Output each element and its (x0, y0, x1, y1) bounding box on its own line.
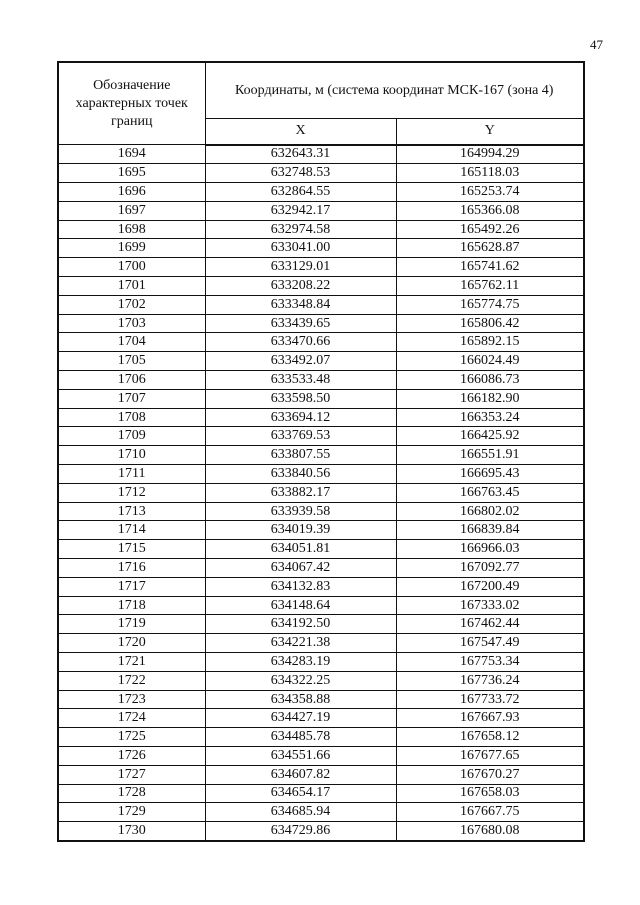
table-row (58, 295, 584, 314)
point-id-cell: 1715 (58, 540, 205, 559)
x-coordinate-cell: 632942.17 (205, 201, 396, 220)
point-id-cell: 1713 (58, 502, 205, 521)
point-id-cell: 1730 (58, 822, 205, 841)
y-coordinate-cell: 165806.42 (396, 314, 584, 333)
page-number: 47 (590, 37, 603, 52)
table-row (58, 822, 584, 841)
table-row (58, 671, 584, 690)
x-coordinate-cell: 632864.55 (205, 183, 396, 202)
y-coordinate-cell: 166695.43 (396, 465, 584, 484)
y-coordinate-cell: 167670.27 (396, 765, 584, 784)
x-coordinate-cell: 633769.53 (205, 427, 396, 446)
point-id-cell: 1701 (58, 277, 205, 296)
y-coordinate-cell: 166024.49 (396, 352, 584, 371)
y-coordinate-cell: 165774.75 (396, 295, 584, 314)
x-coordinate-cell: 633492.07 (205, 352, 396, 371)
point-id-cell: 1718 (58, 596, 205, 615)
point-id-cell: 1714 (58, 521, 205, 540)
table-row (58, 728, 584, 747)
table-row (58, 371, 584, 390)
table-row (58, 258, 584, 277)
table-row (58, 239, 584, 258)
point-id-cell: 1729 (58, 803, 205, 822)
y-coordinate-cell: 164994.29 (396, 145, 584, 164)
y-coordinate-cell: 167547.49 (396, 634, 584, 653)
x-coordinate-cell: 633208.22 (205, 277, 396, 296)
y-coordinate-cell: 166353.24 (396, 408, 584, 427)
table-row (58, 540, 584, 559)
y-coordinate-cell: 167677.65 (396, 747, 584, 766)
x-coordinate-cell: 634019.39 (205, 521, 396, 540)
x-coordinate-cell: 634654.17 (205, 784, 396, 803)
table-row (58, 220, 584, 239)
point-id-cell: 1726 (58, 747, 205, 766)
x-coordinate-cell: 634729.86 (205, 822, 396, 841)
point-id-cell: 1696 (58, 183, 205, 202)
y-coordinate-cell: 165118.03 (396, 164, 584, 183)
table-row (58, 145, 584, 164)
coordinates-table (57, 61, 585, 842)
point-id-cell: 1720 (58, 634, 205, 653)
table-row (58, 389, 584, 408)
x-coordinate-cell: 634132.83 (205, 577, 396, 596)
point-id-cell: 1694 (58, 145, 205, 164)
x-coordinate-cell: 634485.78 (205, 728, 396, 747)
x-coordinate-cell: 634685.94 (205, 803, 396, 822)
x-coordinate-cell: 633807.55 (205, 446, 396, 465)
table-row (58, 314, 584, 333)
y-coordinate-cell: 166551.91 (396, 446, 584, 465)
point-id-cell: 1703 (58, 314, 205, 333)
y-coordinate-cell: 165892.15 (396, 333, 584, 352)
table-row (58, 183, 584, 202)
y-column-header: Y (396, 119, 584, 145)
x-coordinate-cell: 633470.66 (205, 333, 396, 352)
x-coordinate-cell: 633694.12 (205, 408, 396, 427)
x-coordinate-cell: 634427.19 (205, 709, 396, 728)
table-row (58, 709, 584, 728)
x-coordinate-cell: 633598.50 (205, 389, 396, 408)
table-row (58, 483, 584, 502)
y-coordinate-cell: 165628.87 (396, 239, 584, 258)
x-coordinate-cell: 632974.58 (205, 220, 396, 239)
x-coordinate-cell: 632748.53 (205, 164, 396, 183)
y-coordinate-cell: 167733.72 (396, 690, 584, 709)
table-row (58, 427, 584, 446)
table-row (58, 333, 584, 352)
point-id-cell: 1717 (58, 577, 205, 596)
table-body (58, 145, 584, 841)
y-coordinate-cell: 166966.03 (396, 540, 584, 559)
table-row (58, 690, 584, 709)
y-coordinate-cell: 166086.73 (396, 371, 584, 390)
y-coordinate-cell: 165492.26 (396, 220, 584, 239)
table-row (58, 784, 584, 803)
y-coordinate-cell: 166839.84 (396, 521, 584, 540)
point-id-cell: 1722 (58, 671, 205, 690)
x-coordinate-cell: 634051.81 (205, 540, 396, 559)
table-row (58, 446, 584, 465)
x-coordinate-cell: 633533.48 (205, 371, 396, 390)
point-id-cell: 1723 (58, 690, 205, 709)
x-coordinate-cell: 633041.00 (205, 239, 396, 258)
table-row (58, 634, 584, 653)
y-coordinate-cell: 167667.75 (396, 803, 584, 822)
point-id-cell: 1709 (58, 427, 205, 446)
y-coordinate-cell: 167092.77 (396, 559, 584, 578)
coordinates-header: Координаты, м (система координат МСК-167 (зона 4) (205, 62, 584, 119)
y-coordinate-cell: 165762.11 (396, 277, 584, 296)
point-id-cell: 1708 (58, 408, 205, 427)
x-coordinate-cell: 633840.56 (205, 465, 396, 484)
x-coordinate-cell: 633882.17 (205, 483, 396, 502)
x-coordinate-cell: 634358.88 (205, 690, 396, 709)
point-id-cell: 1724 (58, 709, 205, 728)
table-row (58, 502, 584, 521)
table-row (58, 653, 584, 672)
point-id-cell: 1705 (58, 352, 205, 371)
y-coordinate-cell: 165366.08 (396, 201, 584, 220)
x-coordinate-cell: 633129.01 (205, 258, 396, 277)
y-coordinate-cell: 166425.92 (396, 427, 584, 446)
point-id-cell: 1700 (58, 258, 205, 277)
table-row (58, 465, 584, 484)
table-row (58, 164, 584, 183)
table-row (58, 765, 584, 784)
point-id-cell: 1699 (58, 239, 205, 258)
point-id-cell: 1721 (58, 653, 205, 672)
x-coordinate-cell: 633939.58 (205, 502, 396, 521)
table-row (58, 747, 584, 766)
y-coordinate-cell: 167753.34 (396, 653, 584, 672)
table-row (58, 803, 584, 822)
table-row (58, 559, 584, 578)
point-id-cell: 1702 (58, 295, 205, 314)
x-coordinate-cell: 634067.42 (205, 559, 396, 578)
table-row (58, 277, 584, 296)
point-id-cell: 1710 (58, 446, 205, 465)
x-coordinate-cell: 634192.50 (205, 615, 396, 634)
y-coordinate-cell: 167680.08 (396, 822, 584, 841)
y-coordinate-cell: 166182.90 (396, 389, 584, 408)
point-id-cell: 1725 (58, 728, 205, 747)
y-coordinate-cell: 166763.45 (396, 483, 584, 502)
x-coordinate-cell: 634607.82 (205, 765, 396, 784)
table-row (58, 201, 584, 220)
y-coordinate-cell: 167667.93 (396, 709, 584, 728)
x-coordinate-cell: 632643.31 (205, 145, 396, 164)
point-id-cell: 1706 (58, 371, 205, 390)
point-id-cell: 1728 (58, 784, 205, 803)
table-row (58, 596, 584, 615)
table-row (58, 577, 584, 596)
point-id-cell: 1719 (58, 615, 205, 634)
y-coordinate-cell: 167462.44 (396, 615, 584, 634)
point-id-cell: 1704 (58, 333, 205, 352)
table-row (58, 352, 584, 371)
point-designation-header: Обозначение характерных точек границ (58, 62, 205, 145)
x-column-header: X (205, 119, 396, 145)
x-coordinate-cell: 633348.84 (205, 295, 396, 314)
y-coordinate-cell: 166802.02 (396, 502, 584, 521)
point-id-cell: 1727 (58, 765, 205, 784)
point-id-cell: 1697 (58, 201, 205, 220)
point-id-cell: 1716 (58, 559, 205, 578)
y-coordinate-cell: 167200.49 (396, 577, 584, 596)
point-id-cell: 1695 (58, 164, 205, 183)
table-row (58, 521, 584, 540)
y-coordinate-cell: 165741.62 (396, 258, 584, 277)
table-row (58, 615, 584, 634)
y-coordinate-cell: 165253.74 (396, 183, 584, 202)
x-coordinate-cell: 634322.25 (205, 671, 396, 690)
y-coordinate-cell: 167333.02 (396, 596, 584, 615)
x-coordinate-cell: 634221.38 (205, 634, 396, 653)
table-row (58, 408, 584, 427)
x-coordinate-cell: 634283.19 (205, 653, 396, 672)
y-coordinate-cell: 167658.12 (396, 728, 584, 747)
point-id-cell: 1707 (58, 389, 205, 408)
point-id-cell: 1711 (58, 465, 205, 484)
x-coordinate-cell: 634551.66 (205, 747, 396, 766)
y-coordinate-cell: 167658.03 (396, 784, 584, 803)
x-coordinate-cell: 634148.64 (205, 596, 396, 615)
point-id-cell: 1698 (58, 220, 205, 239)
point-id-cell: 1712 (58, 483, 205, 502)
y-coordinate-cell: 167736.24 (396, 671, 584, 690)
x-coordinate-cell: 633439.65 (205, 314, 396, 333)
